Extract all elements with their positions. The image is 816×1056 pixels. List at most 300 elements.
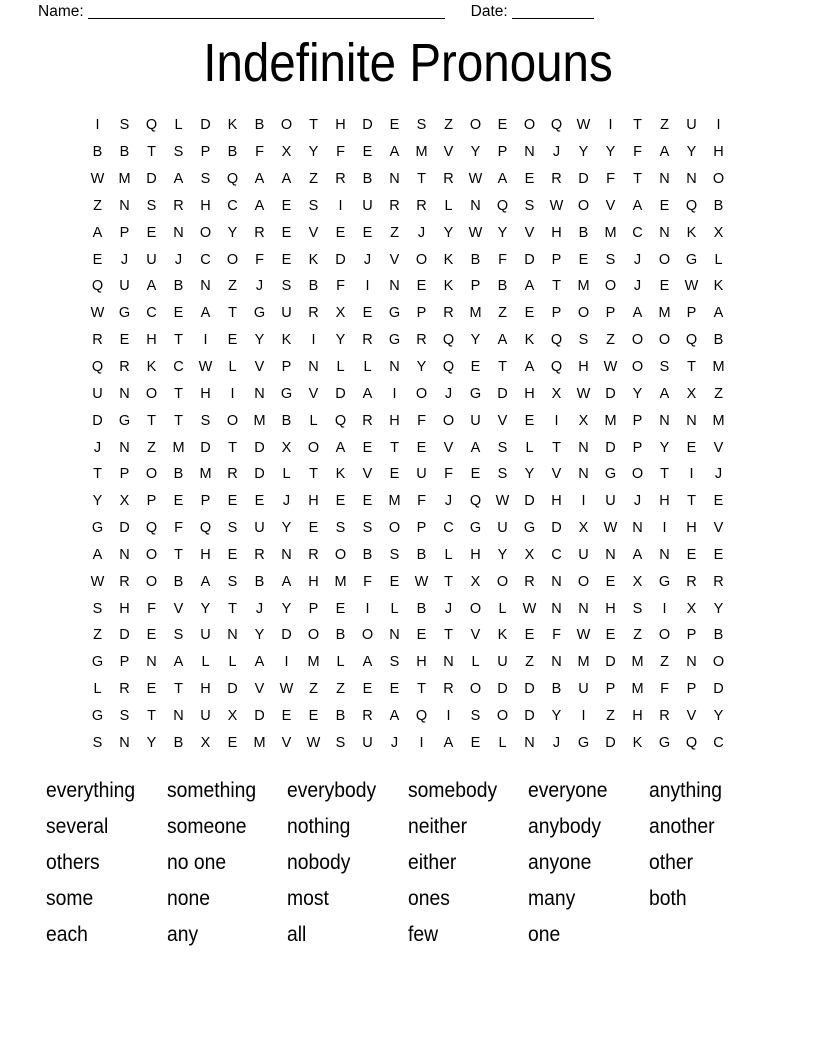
grid-letter[interactable]: D bbox=[578, 171, 589, 188]
grid-letter[interactable]: R bbox=[227, 466, 238, 483]
grid-letter[interactable]: B bbox=[92, 144, 103, 161]
grid-letter[interactable]: I bbox=[716, 117, 721, 134]
grid-letter[interactable]: N bbox=[686, 171, 697, 188]
grid-letter[interactable]: Y bbox=[632, 385, 643, 402]
grid-letter[interactable]: J bbox=[444, 600, 453, 617]
grid-letter[interactable]: B bbox=[254, 573, 265, 590]
grid-letter[interactable]: C bbox=[200, 251, 211, 268]
grid-letter[interactable]: B bbox=[173, 573, 184, 590]
grid-letter[interactable]: P bbox=[308, 600, 319, 617]
grid-letter[interactable]: M bbox=[469, 305, 482, 322]
grid-letter[interactable]: C bbox=[173, 359, 184, 376]
grid-letter[interactable]: A bbox=[200, 305, 211, 322]
grid-letter[interactable]: E bbox=[227, 332, 238, 349]
grid-letter[interactable]: D bbox=[335, 385, 346, 402]
grid-letter[interactable]: V bbox=[713, 520, 724, 537]
grid-letter[interactable]: P bbox=[551, 251, 562, 268]
grid-letter[interactable]: N bbox=[524, 144, 535, 161]
grid-letter[interactable]: W bbox=[414, 573, 429, 590]
grid-letter[interactable]: J bbox=[633, 278, 642, 295]
grid-letter[interactable]: E bbox=[335, 493, 346, 510]
grid-letter[interactable]: H bbox=[119, 600, 130, 617]
grid-letter[interactable]: G bbox=[91, 520, 104, 537]
grid-letter[interactable]: H bbox=[686, 520, 697, 537]
grid-letter[interactable]: P bbox=[119, 466, 130, 483]
grid-letter[interactable]: N bbox=[389, 627, 400, 644]
grid-letter[interactable]: N bbox=[173, 224, 184, 241]
grid-letter[interactable]: A bbox=[362, 385, 373, 402]
grid-letter[interactable]: W bbox=[576, 117, 591, 134]
grid-letter[interactable]: Q bbox=[550, 332, 563, 349]
grid-letter[interactable]: Z bbox=[633, 627, 642, 644]
grid-letter[interactable]: B bbox=[173, 278, 184, 295]
grid-letter[interactable]: O bbox=[469, 600, 482, 617]
grid-letter[interactable]: T bbox=[552, 439, 561, 456]
word-list-item[interactable]: anyone bbox=[528, 851, 592, 874]
grid-letter[interactable]: D bbox=[254, 466, 265, 483]
grid-letter[interactable]: W bbox=[468, 171, 483, 188]
grid-letter[interactable]: Z bbox=[336, 681, 345, 698]
grid-letter[interactable]: P bbox=[497, 144, 508, 161]
word-list-item[interactable]: ones bbox=[407, 887, 450, 910]
grid-letter[interactable]: B bbox=[227, 144, 238, 161]
grid-letter[interactable]: K bbox=[713, 278, 724, 295]
grid-letter[interactable]: U bbox=[362, 197, 373, 214]
grid-letter[interactable]: B bbox=[470, 251, 481, 268]
grid-letter[interactable]: I bbox=[662, 520, 667, 537]
grid-letter[interactable]: X bbox=[551, 385, 562, 402]
grid-letter[interactable]: Z bbox=[444, 117, 453, 134]
grid-letter[interactable]: E bbox=[254, 493, 265, 510]
grid-letter[interactable]: S bbox=[173, 144, 184, 161]
grid-letter[interactable]: S bbox=[497, 439, 508, 456]
grid-letter[interactable]: L bbox=[444, 197, 453, 214]
grid-letter[interactable]: E bbox=[227, 546, 238, 563]
grid-letter[interactable]: B bbox=[578, 224, 589, 241]
grid-letter[interactable]: W bbox=[684, 278, 699, 295]
grid-letter[interactable]: V bbox=[254, 359, 265, 376]
grid-letter[interactable]: S bbox=[281, 278, 292, 295]
grid-letter[interactable]: T bbox=[174, 412, 183, 429]
grid-letter[interactable]: P bbox=[605, 305, 616, 322]
grid-letter[interactable]: E bbox=[335, 600, 346, 617]
grid-letter[interactable]: G bbox=[469, 520, 482, 537]
grid-letter[interactable]: Q bbox=[91, 278, 104, 295]
grid-letter[interactable]: P bbox=[686, 681, 697, 698]
grid-letter[interactable]: C bbox=[551, 546, 562, 563]
word-list-item[interactable]: several bbox=[46, 815, 109, 838]
grid-letter[interactable]: Q bbox=[685, 734, 698, 751]
grid-letter[interactable]: N bbox=[389, 359, 400, 376]
grid-letter[interactable]: A bbox=[632, 546, 643, 563]
grid-letter[interactable]: M bbox=[307, 654, 320, 671]
grid-letter[interactable]: S bbox=[362, 520, 373, 537]
grid-letter[interactable]: Q bbox=[685, 332, 698, 349]
grid-letter[interactable]: L bbox=[714, 251, 723, 268]
grid-letter[interactable]: N bbox=[389, 278, 400, 295]
grid-letter[interactable]: E bbox=[605, 573, 616, 590]
grid-letter[interactable]: E bbox=[470, 734, 481, 751]
grid-letter[interactable]: S bbox=[659, 359, 670, 376]
grid-letter[interactable]: E bbox=[524, 305, 535, 322]
grid-letter[interactable]: T bbox=[228, 600, 237, 617]
grid-letter[interactable]: Q bbox=[145, 520, 158, 537]
grid-letter[interactable]: H bbox=[200, 385, 211, 402]
grid-letter[interactable]: O bbox=[577, 197, 590, 214]
grid-letter[interactable]: M bbox=[631, 654, 644, 671]
grid-letter[interactable]: Z bbox=[309, 681, 318, 698]
grid-letter[interactable]: Z bbox=[93, 197, 102, 214]
grid-letter[interactable]: N bbox=[659, 171, 670, 188]
grid-letter[interactable]: R bbox=[713, 573, 724, 590]
grid-letter[interactable]: L bbox=[228, 654, 237, 671]
grid-letter[interactable]: S bbox=[119, 707, 130, 724]
grid-letter[interactable]: Z bbox=[660, 117, 669, 134]
grid-letter[interactable]: O bbox=[631, 466, 644, 483]
grid-letter[interactable]: O bbox=[631, 359, 644, 376]
grid-letter[interactable]: J bbox=[444, 385, 453, 402]
grid-letter[interactable]: M bbox=[604, 224, 617, 241]
grid-letter[interactable]: V bbox=[551, 466, 562, 483]
grid-letter[interactable]: R bbox=[119, 573, 130, 590]
grid-letter[interactable]: Z bbox=[498, 305, 507, 322]
grid-letter[interactable]: A bbox=[524, 359, 535, 376]
grid-letter[interactable]: A bbox=[254, 197, 265, 214]
word-list-item[interactable]: both bbox=[648, 887, 687, 910]
grid-letter[interactable]: P bbox=[146, 493, 157, 510]
grid-letter[interactable]: T bbox=[552, 278, 561, 295]
grid-letter[interactable]: P bbox=[605, 681, 616, 698]
grid-letter[interactable]: X bbox=[578, 520, 589, 537]
grid-letter[interactable]: H bbox=[308, 573, 319, 590]
grid-letter[interactable]: E bbox=[308, 707, 319, 724]
grid-letter[interactable]: R bbox=[254, 224, 265, 241]
word-list-item[interactable]: most bbox=[287, 887, 329, 910]
grid-letter[interactable]: N bbox=[659, 412, 670, 429]
grid-letter[interactable]: L bbox=[309, 412, 318, 429]
grid-letter[interactable]: E bbox=[713, 546, 724, 563]
grid-letter[interactable]: A bbox=[470, 439, 481, 456]
grid-letter[interactable]: V bbox=[443, 439, 454, 456]
grid-letter[interactable]: D bbox=[119, 520, 130, 537]
grid-letter[interactable]: Y bbox=[200, 600, 211, 617]
grid-letter[interactable]: D bbox=[146, 171, 157, 188]
grid-letter[interactable]: D bbox=[605, 734, 616, 751]
grid-letter[interactable]: U bbox=[416, 466, 427, 483]
grid-letter[interactable]: R bbox=[443, 305, 454, 322]
grid-letter[interactable]: C bbox=[443, 520, 454, 537]
grid-letter[interactable]: L bbox=[444, 546, 453, 563]
grid-letter[interactable]: F bbox=[417, 412, 426, 429]
grid-letter[interactable]: F bbox=[255, 144, 264, 161]
grid-letter[interactable]: H bbox=[335, 117, 346, 134]
grid-letter[interactable]: E bbox=[281, 197, 292, 214]
grid-letter[interactable]: Z bbox=[606, 332, 615, 349]
grid-letter[interactable]: U bbox=[281, 305, 292, 322]
grid-letter[interactable]: W bbox=[90, 305, 105, 322]
grid-letter[interactable]: T bbox=[228, 305, 237, 322]
grid-letter[interactable]: E bbox=[686, 546, 697, 563]
grid-letter[interactable]: S bbox=[146, 197, 157, 214]
grid-letter[interactable]: A bbox=[335, 439, 346, 456]
grid-letter[interactable]: T bbox=[633, 171, 642, 188]
grid-letter[interactable]: G bbox=[658, 573, 671, 590]
grid-letter[interactable]: T bbox=[417, 171, 426, 188]
grid-letter[interactable]: P bbox=[686, 305, 697, 322]
grid-letter[interactable]: G bbox=[658, 734, 671, 751]
grid-letter[interactable]: Y bbox=[470, 332, 481, 349]
grid-letter[interactable]: G bbox=[523, 520, 536, 537]
grid-letter[interactable]: N bbox=[686, 654, 697, 671]
grid-letter[interactable]: H bbox=[524, 385, 535, 402]
grid-letter[interactable]: T bbox=[174, 385, 183, 402]
grid-letter[interactable]: K bbox=[632, 734, 643, 751]
grid-letter[interactable]: F bbox=[363, 573, 372, 590]
grid-letter[interactable]: Y bbox=[524, 466, 535, 483]
grid-letter[interactable]: B bbox=[335, 627, 346, 644]
grid-letter[interactable]: J bbox=[417, 224, 426, 241]
grid-letter[interactable]: V bbox=[605, 197, 616, 214]
word-list-item[interactable]: everybody bbox=[287, 779, 377, 802]
grid-letter[interactable]: E bbox=[416, 627, 427, 644]
grid-letter[interactable]: N bbox=[200, 278, 211, 295]
grid-letter[interactable]: E bbox=[173, 493, 184, 510]
grid-letter[interactable]: P bbox=[200, 144, 211, 161]
grid-letter[interactable]: U bbox=[578, 546, 589, 563]
grid-letter[interactable]: O bbox=[415, 385, 428, 402]
grid-letter[interactable]: Q bbox=[496, 197, 509, 214]
grid-letter[interactable]: A bbox=[173, 171, 184, 188]
grid-letter[interactable]: V bbox=[389, 251, 400, 268]
grid-letter[interactable]: N bbox=[173, 707, 184, 724]
grid-letter[interactable]: S bbox=[389, 546, 400, 563]
word-list-item[interactable]: none bbox=[166, 887, 210, 910]
grid-letter[interactable]: T bbox=[417, 681, 426, 698]
grid-letter[interactable]: A bbox=[713, 305, 724, 322]
grid-letter[interactable]: V bbox=[173, 600, 184, 617]
grid-letter[interactable]: M bbox=[604, 412, 617, 429]
grid-letter[interactable]: Y bbox=[497, 224, 508, 241]
grid-letter[interactable]: Y bbox=[281, 520, 292, 537]
grid-letter[interactable]: X bbox=[119, 493, 130, 510]
grid-letter[interactable]: P bbox=[281, 359, 292, 376]
grid-letter[interactable]: W bbox=[495, 493, 510, 510]
grid-letter[interactable]: E bbox=[389, 466, 400, 483]
grid-letter[interactable]: S bbox=[92, 600, 103, 617]
grid-letter[interactable]: D bbox=[605, 439, 616, 456]
grid-letter[interactable]: N bbox=[308, 359, 319, 376]
word-list-item[interactable]: nobody bbox=[287, 851, 351, 874]
grid-letter[interactable]: H bbox=[470, 546, 481, 563]
grid-letter[interactable]: W bbox=[576, 385, 591, 402]
grid-letter[interactable]: P bbox=[119, 654, 130, 671]
word-list-item[interactable]: someone bbox=[166, 815, 246, 838]
grid-letter[interactable]: B bbox=[713, 332, 724, 349]
grid-letter[interactable]: F bbox=[444, 466, 453, 483]
grid-letter[interactable]: N bbox=[227, 627, 238, 644]
grid-letter[interactable]: M bbox=[658, 305, 671, 322]
grid-letter[interactable]: V bbox=[713, 439, 724, 456]
grid-letter[interactable]: K bbox=[227, 117, 238, 134]
grid-letter[interactable]: U bbox=[146, 251, 157, 268]
grid-letter[interactable]: N bbox=[146, 654, 157, 671]
grid-letter[interactable]: A bbox=[281, 573, 292, 590]
grid-letter[interactable]: J bbox=[552, 144, 561, 161]
grid-letter[interactable]: X bbox=[281, 144, 292, 161]
grid-letter[interactable]: Y bbox=[497, 546, 508, 563]
grid-letter[interactable]: Z bbox=[714, 385, 723, 402]
grid-letter[interactable]: O bbox=[145, 385, 158, 402]
grid-letter[interactable]: T bbox=[309, 117, 318, 134]
grid-letter[interactable]: E bbox=[713, 493, 724, 510]
grid-letter[interactable]: Y bbox=[605, 144, 616, 161]
grid-letter[interactable]: S bbox=[416, 117, 427, 134]
grid-letter[interactable]: E bbox=[92, 251, 103, 268]
grid-letter[interactable]: Y bbox=[92, 493, 103, 510]
grid-letter[interactable]: H bbox=[200, 197, 211, 214]
grid-letter[interactable]: B bbox=[281, 412, 292, 429]
grid-letter[interactable]: O bbox=[604, 278, 617, 295]
grid-letter[interactable]: L bbox=[336, 654, 345, 671]
grid-letter[interactable]: T bbox=[228, 439, 237, 456]
grid-letter[interactable]: O bbox=[361, 627, 374, 644]
grid-letter[interactable]: T bbox=[390, 439, 399, 456]
grid-letter[interactable]: H bbox=[578, 359, 589, 376]
grid-letter[interactable]: R bbox=[119, 359, 130, 376]
grid-letter[interactable]: Z bbox=[147, 439, 156, 456]
grid-letter[interactable]: B bbox=[497, 278, 508, 295]
grid-letter[interactable]: N bbox=[551, 600, 562, 617]
word-list-item[interactable]: nothing bbox=[287, 815, 351, 838]
grid-letter[interactable]: U bbox=[200, 627, 211, 644]
grid-letter[interactable]: Y bbox=[308, 144, 319, 161]
grid-letter[interactable]: J bbox=[390, 734, 399, 751]
grid-letter[interactable]: Q bbox=[334, 412, 347, 429]
grid-letter[interactable]: O bbox=[442, 412, 455, 429]
grid-letter[interactable]: W bbox=[468, 224, 483, 241]
grid-letter[interactable]: O bbox=[226, 412, 239, 429]
grid-letter[interactable]: N bbox=[281, 546, 292, 563]
grid-letter[interactable]: W bbox=[603, 359, 618, 376]
grid-letter[interactable]: P bbox=[119, 224, 130, 241]
grid-letter[interactable]: I bbox=[392, 385, 397, 402]
grid-letter[interactable]: L bbox=[93, 681, 102, 698]
grid-letter[interactable]: J bbox=[282, 493, 291, 510]
grid-letter[interactable]: B bbox=[416, 600, 427, 617]
grid-letter[interactable]: J bbox=[714, 466, 723, 483]
grid-letter[interactable]: Y bbox=[578, 144, 589, 161]
grid-letter[interactable]: R bbox=[119, 681, 130, 698]
word-list-item[interactable]: no one bbox=[166, 851, 226, 874]
grid-letter[interactable]: N bbox=[605, 546, 616, 563]
grid-letter[interactable]: W bbox=[603, 520, 618, 537]
grid-letter[interactable]: D bbox=[362, 117, 373, 134]
grid-letter[interactable]: X bbox=[578, 412, 589, 429]
grid-letter[interactable]: F bbox=[336, 144, 345, 161]
grid-letter[interactable]: R bbox=[308, 546, 319, 563]
grid-letter[interactable]: N bbox=[119, 439, 130, 456]
grid-letter[interactable]: Q bbox=[685, 197, 698, 214]
grid-letter[interactable]: E bbox=[389, 573, 400, 590]
grid-letter[interactable]: I bbox=[554, 412, 559, 429]
grid-letter[interactable]: Z bbox=[606, 707, 615, 724]
grid-letter[interactable]: W bbox=[198, 359, 213, 376]
grid-letter[interactable]: P bbox=[686, 627, 697, 644]
grid-letter[interactable]: P bbox=[470, 278, 481, 295]
grid-letter[interactable]: H bbox=[632, 707, 643, 724]
grid-letter[interactable]: G bbox=[280, 385, 293, 402]
grid-letter[interactable]: S bbox=[389, 654, 400, 671]
grid-letter[interactable]: M bbox=[388, 493, 401, 510]
word-list-item[interactable]: anybody bbox=[528, 815, 602, 838]
grid-letter[interactable]: X bbox=[200, 734, 211, 751]
grid-letter[interactable]: R bbox=[335, 171, 346, 188]
grid-letter[interactable]: T bbox=[147, 144, 156, 161]
grid-letter[interactable]: A bbox=[632, 305, 643, 322]
grid-letter[interactable]: Y bbox=[443, 224, 454, 241]
grid-letter[interactable]: H bbox=[200, 546, 211, 563]
grid-letter[interactable]: B bbox=[551, 681, 562, 698]
grid-letter[interactable]: D bbox=[524, 707, 535, 724]
grid-letter[interactable]: O bbox=[577, 573, 590, 590]
grid-letter[interactable]: R bbox=[551, 171, 562, 188]
grid-letter[interactable]: A bbox=[254, 654, 265, 671]
grid-letter[interactable]: S bbox=[92, 734, 103, 751]
grid-letter[interactable]: O bbox=[388, 520, 401, 537]
grid-letter[interactable]: R bbox=[416, 332, 427, 349]
grid-letter[interactable]: U bbox=[362, 734, 373, 751]
grid-letter[interactable]: A bbox=[659, 144, 670, 161]
grid-letter[interactable]: D bbox=[227, 681, 238, 698]
grid-letter[interactable]: R bbox=[308, 305, 319, 322]
grid-letter[interactable]: N bbox=[254, 385, 265, 402]
grid-letter[interactable]: A bbox=[254, 171, 265, 188]
grid-letter[interactable]: N bbox=[389, 171, 400, 188]
grid-letter[interactable]: C bbox=[713, 734, 724, 751]
grid-letter[interactable]: B bbox=[335, 707, 346, 724]
grid-letter[interactable]: L bbox=[498, 734, 507, 751]
grid-letter[interactable]: S bbox=[632, 600, 643, 617]
grid-letter[interactable]: Q bbox=[91, 359, 104, 376]
grid-letter[interactable]: F bbox=[174, 520, 183, 537]
grid-letter[interactable]: M bbox=[415, 144, 428, 161]
word-list-item[interactable]: any bbox=[166, 923, 198, 946]
date-blank-field[interactable] bbox=[512, 3, 594, 19]
grid-letter[interactable]: O bbox=[280, 117, 293, 134]
grid-letter[interactable]: A bbox=[389, 144, 400, 161]
grid-letter[interactable]: N bbox=[578, 466, 589, 483]
word-list-item[interactable]: other bbox=[648, 851, 693, 874]
grid-letter[interactable]: V bbox=[443, 144, 454, 161]
grid-letter[interactable]: Q bbox=[469, 493, 482, 510]
grid-letter[interactable]: N bbox=[443, 654, 454, 671]
grid-letter[interactable]: D bbox=[254, 439, 265, 456]
grid-letter[interactable]: L bbox=[201, 654, 210, 671]
grid-letter[interactable]: V bbox=[308, 385, 319, 402]
grid-letter[interactable]: K bbox=[497, 627, 508, 644]
grid-letter[interactable]: U bbox=[119, 278, 130, 295]
grid-letter[interactable]: I bbox=[230, 385, 235, 402]
grid-letter[interactable]: B bbox=[119, 144, 130, 161]
grid-letter[interactable]: Y bbox=[416, 359, 427, 376]
grid-letter[interactable]: L bbox=[174, 117, 183, 134]
grid-letter[interactable]: T bbox=[660, 466, 669, 483]
grid-letter[interactable]: G bbox=[388, 332, 401, 349]
grid-letter[interactable]: O bbox=[145, 573, 158, 590]
word-list-item[interactable]: another bbox=[648, 815, 715, 838]
grid-letter[interactable]: B bbox=[173, 734, 184, 751]
grid-letter[interactable]: O bbox=[577, 305, 590, 322]
